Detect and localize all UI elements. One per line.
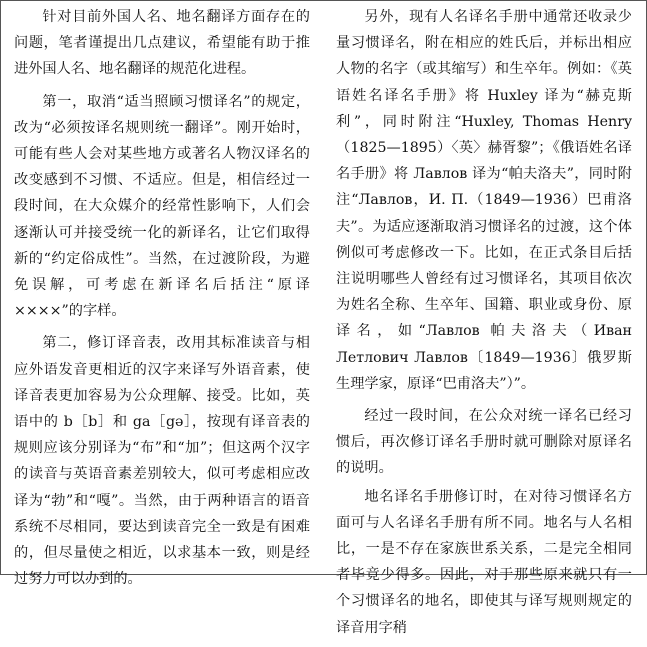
paragraph-after-period: 经过一段时间，在公众对统一译名已经习惯后，再次修订译名手册时就可删除对原译名的说明。 xyxy=(336,408,632,477)
paragraph-intro: 针对目前外国人名、地名翻译方面存在的问题，笔者谨提出几点建议，希望能有助于推进外国人名、地名翻译的规范化进程。 xyxy=(14,9,310,78)
paragraph-habitual-names: 另外，现有人名译名手册中通常还收录少量习惯译名，附在相应的姓氏后，并标出相应人物的名字（或其缩写）和生卒年。例如：《英语姓名译名手册》将 Huxley 译为“赫克斯利”，同时附注“Huxley, Thomas Henry （1825—1895）〈英〉赫胥黎”；《俄语姓名译名手册》将 Лавлов 译为“帕夫洛夫”，同时附注“Лавлов，И. П.（1849—1936）巴甫洛夫”。为适应逐渐取消习惯译名的过渡，这个体例似可考虑修改一下。比如，在正式条目后括注说明哪些人曾经有过习惯译名，其项目依次为姓名全称、生卒年、国籍、职业或身份、原译名，如“Лавлов 帕夫洛夫（Иван Летлович Лавлов〔1849—1936〕俄罗斯生理学家，原译“巴甫洛夫”）”。 xyxy=(336,9,632,392)
left-column xyxy=(14,4,310,598)
paragraph-place-names: 地名译名手册修订时，在对待习惯译名方面可与人名译名手册有所不同。地名与人名相比，一是不存在家族世系关系，二是完全相同者毕竟少得多。因此，对于那些原来就只有一个习惯译名的地名，即使其与译写规则规定的译音用字稍 xyxy=(336,488,632,636)
paragraph-second-proposal: 第二，修订译音表，改用其标准读音与相应外语发音更相近的汉字来译写外语音素，使译音表更加容易为公众理解、接受。比如，英语中的 b［b］和 ga［gə］，按现有译音表的规则应该分别译为“布”和“加”；但这两个汉字的读音与英语音素差别较大，似可考虑相应改译为“勃”和“嘎”。当然，由于两种语言的语音系统不尽相同，要达到读音完全一致是有困难的，但尽量使之相近，以求基本一致，则是经过努力可以办到的。 xyxy=(14,335,310,588)
right-column xyxy=(336,4,632,647)
paragraph-first-proposal: 第一，取消“适当照顾习惯译名”的规定，改为“必须按译名规则统一翻译”。刚开始时，可能有些人会对某些地方或著名人物汉译名的改变感到不习惯、不适应。但是，相信经过一段时间，在大众媒介的经常性影响下，人们会逐渐认可并接受统一化的新译名，让它们取得新的“约定俗成性”。当然，在过渡阶段，为避免误解，可考虑在新译名后括注“原译××××”的字样。 xyxy=(14,93,310,320)
